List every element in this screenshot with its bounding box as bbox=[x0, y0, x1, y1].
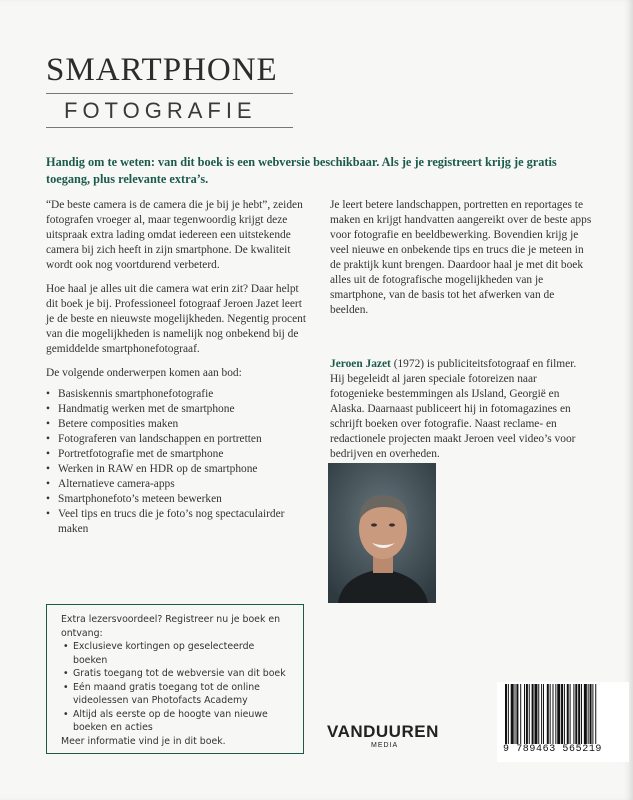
benefits-outro: Meer informatie vind je in dit boek. bbox=[61, 735, 226, 747]
author-bio bbox=[330, 357, 592, 462]
author-bio-text: (1972) is publiciteitsfotograaf en filmer. Hij begeleidt al jaren speciale fotoreizen naar fotogenieke bestemmingen als IJsland, Georgië en Alaska. Daarnaast publiceert hij in fotomagazines en schrijft boeken over fotografie. Naast reclame- en redactionele projecten maakt Jeroen veel video’s voor bedrijven en overheden. bbox=[330, 358, 577, 460]
author-portrait-image bbox=[328, 463, 436, 603]
list-item: • Basiskennis smartphonefotografie bbox=[46, 387, 308, 402]
right-column bbox=[330, 198, 592, 327]
help-paragraph: Hoe haal je alles uit die camera wat erin zit? Daar helpt dit boek je bij. Professioneel fotograaf Jeroen Jazet leert je de beste en nieuwste mogelijkheden. Negentig procent van die mogelijkheden is namelijk nog onbekend bij de gemiddelde smartphonefotograaf. bbox=[46, 283, 306, 355]
webversion-notice: Handig om te weten: van dit boek is een webversie beschikbaar. Als je je registreert krijg je gratis toegang, plus relevante extra’s. bbox=[46, 155, 557, 186]
barcode bbox=[497, 682, 629, 762]
barcode-bars bbox=[505, 684, 623, 744]
book-title: SMARTPHONE bbox=[46, 52, 278, 88]
list-item: • Betere composities maken bbox=[46, 417, 308, 432]
reader-benefits-box bbox=[46, 604, 304, 754]
list-item: • Werken in RAW en HDR op de smartphone bbox=[46, 462, 308, 477]
book-subtitle: FOTOGRAFIE bbox=[64, 98, 257, 123]
benefits-intro: Extra lezersvoordeel? Registreer nu je boek en ontvang: bbox=[61, 614, 281, 639]
list-item: • Fotograferen van landschappen en portretten bbox=[46, 432, 308, 447]
list-item: • Exclusieve kortingen op geselecteerde boeken bbox=[61, 640, 289, 667]
list-item: • Eén maand gratis toegang tot de online videolessen van Photofacts Academy bbox=[61, 681, 289, 708]
topics-heading: De volgende onderwerpen komen aan bod: bbox=[46, 367, 242, 379]
publisher-logo: VANDUUREN bbox=[327, 722, 439, 741]
left-column bbox=[46, 198, 308, 537]
title-divider-bottom bbox=[46, 127, 293, 128]
list-item: • Smartphonefoto’s meteen bewerken bbox=[46, 492, 308, 507]
topics-list bbox=[46, 387, 308, 537]
list-item: • Alternatieve camera-apps bbox=[46, 477, 308, 492]
list-item: • Altijd als eerste op de hoogte van nieuwe boeken en acties bbox=[61, 708, 289, 735]
author-photo bbox=[328, 463, 436, 603]
isbn-number: 9 789463 565219 bbox=[503, 744, 603, 755]
learning-paragraph: Je leert betere landschappen, portretten en reportages te maken en krijgt handvatten aangereikt over de beste apps voor fotografie en beeldbewerking. Bovendien krijg je veel nieuwe en onbekende tips en trucs die je meteen in de praktijk kunt brengen. Daardoor haal je met dit boek alles uit de fotografische mogelijkheden van je smartphone, van de basis tot het afwerken van de beelden. bbox=[330, 199, 592, 316]
list-item: • Veel tips en trucs die je foto’s nog spectaculairder maken bbox=[46, 507, 308, 537]
benefits-list bbox=[61, 640, 289, 735]
list-item: • Gratis toegang tot de webversie van dit boek bbox=[61, 667, 289, 681]
intro-paragraph: “De beste camera is de camera die je bij je hebt”, zeiden fotografen vroeger al, maar tegenwoordig krijgt deze uitspraak extra lading omdat iedereen een uitstekende camera bij zich heeft in zijn smartphone. De kwaliteit wordt ook nog voortdurend verbeterd. bbox=[46, 199, 303, 271]
list-item: • Portretfotografie met de smartphone bbox=[46, 447, 308, 462]
author-name: Jeroen Jazet bbox=[330, 358, 391, 370]
publisher-logo-sub: MEDIA bbox=[371, 742, 399, 749]
title-divider-top bbox=[46, 93, 293, 94]
list-item: • Handmatig werken met de smartphone bbox=[46, 402, 308, 417]
